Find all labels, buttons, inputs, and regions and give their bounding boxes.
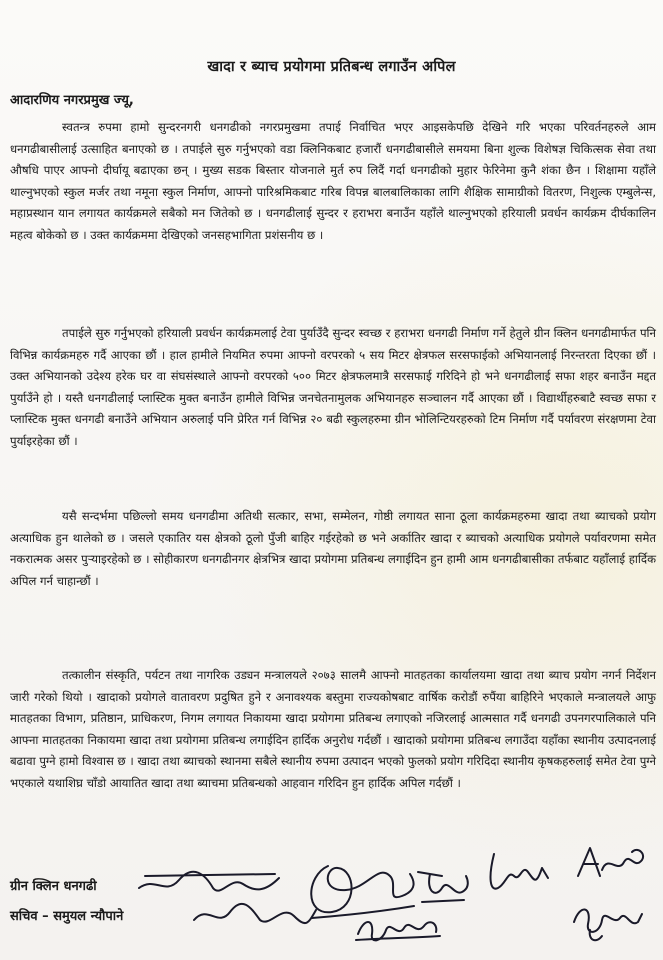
paragraph-2: तपाईले सुरु गर्नुभएको हरियाली प्रवर्धन कार्यक्रमलाई टेवा पुर्याउँदै सुन्दर स्वच्छ र हराभरा धनगढी निर्माण गर्ने हेतुले ग्रीन क्लिन धनगढीमार्फत पनि विभिन्न कार्यक्रमहरु गर्दै आएका छौं । हाल हामीले नियमित रुपमा आफ्नो वरपरको ५ सय मिटर क्षेत्रफल सरसफाईको अभियानलाई निरन्तरता दिएका छौं । उक्त अभियानको उदेश्य हरेक घर वा संघसंस्थाले आफ्नो वरपरको ५०० मिटर क्षेत्रफलमात्रै सरसफाई गरिदिने हो भने धनगढीलाई सफा शहर बनाउँन मद्दत पुर्याउँने हो । यस्तै धनगढीलाई प्लास्टिक मुक्त बनाउँन हामीले विभिन्न जनचेतनामुलक अभियानहरु सञ्चालन गर्दै आएका छौं । विद्यार्थीहरुबाटै स्वच्छ सफा र प्लास्टिक मुक्त धनगढी बनाउँने अभियान अरुलाई पनि प्रेरित गर्न विभिन्न २० बढी स्कुलहरुमा ग्रीन भोलिन्टियरहरुको टिम निर्माण गर्दै पर्यावरण संरक्षणमा टेवा पुर्याइरहेका छौं । bbox=[10, 326, 656, 448]
organization-label: ग्रीन क्लिन धनगढी bbox=[10, 879, 97, 894]
secretary-label: सचिव – समुयल न्यौपाने bbox=[10, 909, 124, 924]
signature-3 bbox=[484, 848, 554, 898]
signature-4 bbox=[572, 840, 652, 886]
signature-2 bbox=[412, 862, 472, 908]
letter-title: खादा र ब्याच प्रयोगमा प्रतिबन्ध लगाउँन अपिल bbox=[207, 59, 456, 75]
paragraph-4: तत्कालीन संस्कृति, पर्यटन तथा नागरिक उड्यन मन्त्रालयले २०७३ सालमै आफ्नो मातहतका कार्यालयमा खादा तथा ब्याच प्रयोग नगर्न निर्देशन जारी गरेको थियो । खादाको प्रयोगले वातावरण प्रदुषित हुने र अनावश्यक बस्तुमा राज्यकोषबाट वार्षिक करोडौं रुपैंया बाहिरिने भएकाले मन्त्रालयले आफु मातहतका विभाग, प्रतिष्ठान, प्राधिकरण, निगम लगायत निकायमा खादा प्रयोगमा प्रतिबन्ध लगाएको नजिरलाई आत्मसात गर्दै धनगढी उपनगरपालिकाले पनि आफ्ना मातहतका निकायमा खादा तथा प्रयोगमा प्रतिबन्ध लगाईदिन हार्दिक अनुरोध गर्दछौं । खादाको प्रयोगमा प्रतिबन्ध लगाउँदा यहाँका स्थानीय उत्पादनलाई बढावा पुग्ने हामो विश्वास छ । खादा तथा ब्याचको स्थानमा सबैले स्थानीय रुपमा उत्पादन भएको फुलको प्रयोग गरिदिदा स्थानीय कृषकहरुलाई समेत टेवा पुग्ने भएकाले यथाशिघ्र चाँडो आयातित खादा तथा ब्याचमा प्रतिबन्धको आहवान गरिदिन हुन हार्दिक अपिल गर्दछौं । bbox=[10, 668, 656, 790]
paragraph-1: स्वतन्त्र रुपमा हामो सुन्दरनगरी धनगढीको नगरप्रमुखमा तपाई निर्वाचित भएर आइसकेपछि देखिने गरि भएका परिवर्तनहरुले आम धनगढीबासीलाई उत्साहित बनाएको छ । तपाईले सुरु गर्नुभएको वडा क्लिनिकबाट हजारौं धनगढीबासीले समयमा बिना शुल्क विशेषज्ञ चिकित्सक सेवा तथा औषधि पाएर आफ्नो दीर्घायू बढाएका छन् । मुख्य सडक बिस्तार योजनाले मुर्त रुप लिदैं गर्दा धनगढीको मुहार फेरिनेमा कुनै शंका छैन । शिक्षामा यहाँले थाल्नुभएको स्कुल मर्जर तथा नमूना स्कुल निर्माण, आफ्नो पारिश्रमिकबाट गरिब विपन्न बालबालिकाका लागि शैक्षिक सामाग्रीको वितरण, निशुल्क एम्बुलेन्स, महाप्रस्थान यान लगायत कार्यक्रमले सबैको मन जितेको छ । धनगढीलाई सुन्दर र हराभरा बनाउँन यहाँले थाल्नुभएको हरियाली प्रवर्धन कार्यक्रम दीर्घकालिन महत्व बोकेको छ । उक्त कार्यक्रममा देखिएको जनसहभागिता प्रशंसनीय छ । bbox=[10, 120, 656, 242]
signature-5 bbox=[352, 908, 442, 950]
signature-organization bbox=[135, 868, 285, 902]
signature-6 bbox=[566, 896, 646, 946]
paragraph-3: यसै सन्दर्भमा पछिल्लो समय धनगढीमा अतिथी सत्कार, सभा, सम्मेलन, गोष्ठी लगायत साना ठूला कार्यक्रमहरुमा खादा तथा ब्याचको प्रयोग अत्याधिक हुन थालेको छ । जसले एकातिर यस क्षेत्रको ठूलो पुँजी बाहिर गईरहेको छ भने अर्कातिर खादा र ब्याचको अत्याधिक प्रयोगले पर्यावरणमा समेत नकरात्मक असर पुऱ्याइरहेको छ । सोहीकारण धनगढीनगर क्षेत्रभित्र खादा प्रयोगमा प्रतिबन्ध लगाईदिन हुन हामी आम धनगढीबासीका तर्फबाट यहाँलाई हार्दिक अपिल गर्न चाहान्छौं । bbox=[10, 509, 656, 588]
salutation: आदारणिय नगरप्रमुख ज्यू, bbox=[10, 93, 134, 108]
